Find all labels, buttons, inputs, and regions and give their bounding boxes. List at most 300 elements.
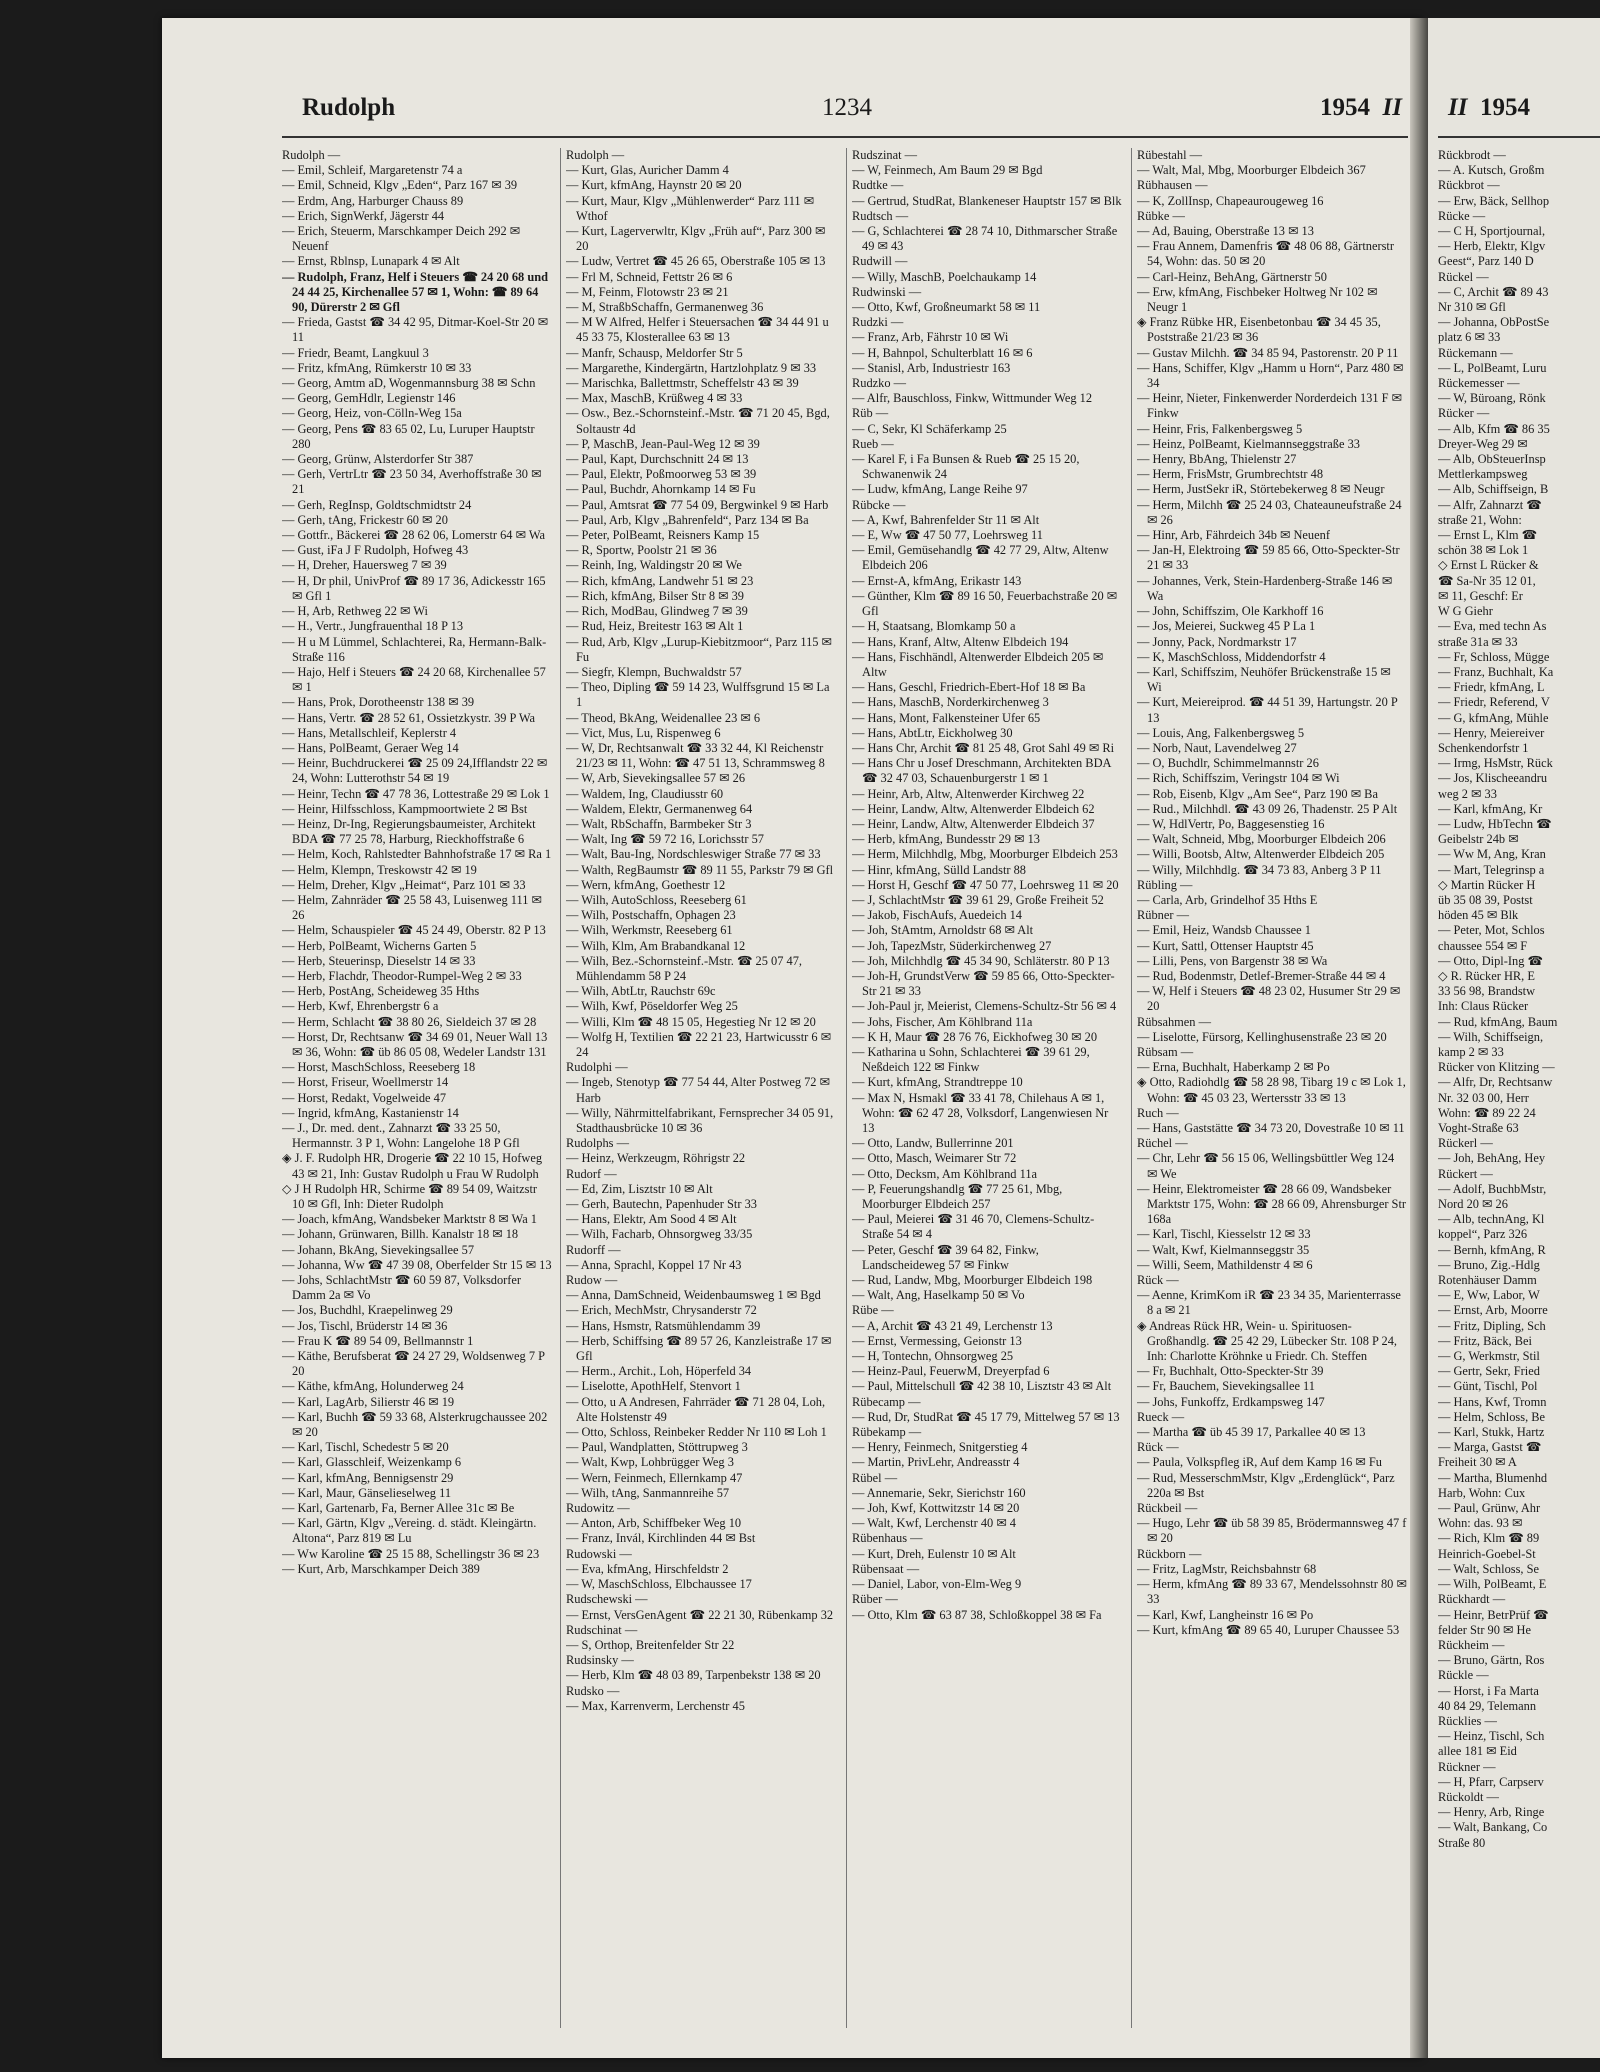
directory-entry: — Paul, Buchdr, Ahornkamp 14 ✉ Fu <box>566 482 756 497</box>
directory-entry: — Reinh, Ing, Waldingstr 20 ✉ We <box>566 558 742 573</box>
directory-entry: — Mart, Telegrinsp a <box>1438 862 1545 877</box>
directory-entry: — Walt, Bau-Ing, Nordschleswiger Straße 77 ✉ 33 <box>566 847 821 862</box>
directory-entry: — Kurt, Lagerverwltr, Klgv „Früh auf“, Parz 300 ✉ 20 <box>566 224 826 254</box>
directory-entry: — Joh, Milchhdlg ☎ 45 34 90, Schläterstr. 80 P 13 <box>852 953 1110 968</box>
directory-entry: — R, Sportw, Poolstr 21 ✉ 36 <box>566 543 717 558</box>
directory-entry: — Hans Chr, Archit ☎ 81 25 48, Grot Sahl 49 ✉ Ri <box>852 740 1115 755</box>
directory-entry: — H, Staatsang, Blomkamp 50 a <box>852 619 1016 634</box>
next-page-column <box>1438 148 1600 2028</box>
directory-entry: — Gerh, tAng, Frickestr 60 ✉ 20 <box>282 512 448 527</box>
directory-entry: — Hans, Schiffer, Klgv „Hamm u Horn“, Parz 480 ✉ 34 <box>1137 360 1404 391</box>
directory-entry: — H, Arb, Rethweg 22 ✉ Wi <box>282 604 428 619</box>
directory-entry: — Ludw, HbTechn ☎ <box>1438 816 1552 831</box>
directory-entry: — Willy, Nährmittelfabrikant, Fernsprecher 34 05 91, Stadthausbrücke 10 ✉ 36 <box>566 1105 834 1135</box>
directory-entry: — Kurt, kfmAng, Strandtreppe 10 <box>852 1075 1023 1090</box>
directory-entry: — H, Dreher, Hauersweg 7 ✉ 39 <box>282 558 447 573</box>
directory-entry: — C, Sekr, Kl Schäferkamp 25 <box>852 421 1007 436</box>
directory-entry: — Fritz, LagMstr, Reichsbahnstr 68 <box>1137 1561 1317 1576</box>
directory-entry: — Rich, kfmAng, Bilser Str 8 ✉ 39 <box>566 588 744 603</box>
surname-heading: Rücker — <box>1438 406 1490 421</box>
directory-entry: 33 56 98, Brandstw <box>1438 984 1536 999</box>
directory-entry: — Erdm, Ang, Harburger Chauss 89 <box>282 193 464 208</box>
directory-entry: — Heinr, Hilfsschloss, Kampmoortwiete 2 ✉ Bst <box>282 801 528 816</box>
surname-heading: Rübner — <box>1137 908 1189 923</box>
directory-entry: — Frl M, Schneid, Fettstr 26 ✉ 6 <box>566 269 733 284</box>
directory-entry: — Hinr, kfmAng, Sülld Landstr 88 <box>852 862 1026 877</box>
directory-entry: — Wilh, Kwf, Pöseldorfer Weg 25 <box>566 999 738 1014</box>
directory-page-left <box>162 18 1422 2058</box>
directory-entry: — Wolfg H, Textilien ☎ 22 21 23, Hartwicusstr 6 ✉ 24 <box>566 1029 832 1059</box>
directory-entry: — Hugo, Lehr ☎ üb 58 39 85, Brödermannsweg 47 f ✉ 20 <box>1137 1516 1407 1546</box>
directory-entry: — Ernst, Vermessing, Geionstr 13 <box>852 1333 1022 1348</box>
surname-heading: Rücke — <box>1438 208 1486 223</box>
directory-entry: — Kurt, kfmAng, Haynstr 20 ✉ 20 <box>566 178 742 193</box>
directory-entry: — Rud, Bodenmstr, Detlef-Bremer-Straße 44 ✉ 4 <box>1137 968 1386 983</box>
directory-entry: — Paul, Meierei ☎ 31 46 70, Clemens-Schultz-Straße 54 ✉ 4 <box>852 1212 1095 1242</box>
directory-entry: — Helm, Klempn, Treskowstr 42 ✉ 19 <box>282 862 477 877</box>
directory-entry: — Wilh, Klm, Am Brabandkanal 12 <box>566 938 746 953</box>
directory-entry: — Erna, Buchhalt, Haberkamp 2 ✉ Po <box>1137 1060 1330 1075</box>
directory-entry: — Willy, Milchhdlg. ☎ 34 73 83, Anberg 3 P 11 <box>1137 862 1382 877</box>
directory-entry: — H u M Lümmel, Schlachterei, Ra, Hermann-Balk-Straße 116 <box>282 634 547 664</box>
directory-entry: — Karl, Maur, Gänselieselweg 11 <box>282 1485 452 1500</box>
directory-entry: — P, MaschB, Jean-Paul-Weg 12 ✉ 39 <box>566 436 760 451</box>
directory-entry: — Herb, Flachdr, Theodor-Rumpel-Weg 2 ✉ 33 <box>282 968 522 983</box>
directory-entry: — Rud, MesserschmMstr, Klgv „Erdenglück“, Parz 220a ✉ Bst <box>1137 1470 1395 1500</box>
directory-entry: — Henry, Arb, Ringe <box>1438 1805 1545 1820</box>
surname-heading: Rudolph — <box>566 148 625 162</box>
directory-entry: — Wern, kfmAng, Goethestr 12 <box>566 877 726 892</box>
directory-entry: — Jakob, FischAufs, Auedeich 14 <box>852 908 1023 923</box>
directory-entry: — Kurt, Arb, Marschkamper Deich 389 <box>282 1561 480 1576</box>
directory-entry: — Rud, Heiz, Breitestr 163 ✉ Alt 1 <box>566 619 744 634</box>
directory-entry: — Rich, ModBau, Glindweg 7 ✉ 39 <box>566 604 748 619</box>
directory-entry: — Herb, Klm ☎ 48 03 89, Tarpenbekstr 138 ✉ 20 <box>566 1668 821 1683</box>
directory-entry: — Ernst, Rblnsp, Lunapark 4 ✉ Alt <box>282 254 460 269</box>
directory-page-right <box>1428 18 1600 2058</box>
directory-entry: kamp 2 ✉ 33 <box>1438 1044 1504 1059</box>
surname-heading: Rübe — <box>852 1303 894 1318</box>
directory-entry: — Herb, PolBeamt, Wicherns Garten 5 <box>282 938 477 953</box>
directory-entry: Straße 80 <box>1438 1835 1486 1850</box>
page-number: 1234 <box>822 94 872 121</box>
surname-heading: Rudorff — <box>566 1242 621 1257</box>
directory-entry: — Paula, Volkspfleg iR, Auf dem Kamp 16 ✉ Fu <box>1137 1455 1382 1470</box>
directory-entry: — Martha, Blumenhd <box>1438 1470 1548 1485</box>
surname-heading: Rücklies — <box>1438 1713 1497 1728</box>
directory-entry: — P, Feuerungshandlg ☎ 77 25 61, Mbg, Moorburger Elbdeich 257 <box>852 1181 1063 1212</box>
directory-entry: — Norb, Naut, Lavendelweg 27 <box>1137 740 1297 755</box>
directory-entry: — Johanna, ObPostSe <box>1438 315 1550 330</box>
directory-entry: — Joh, TapezMstr, Süderkirchenweg 27 <box>852 938 1052 953</box>
directory-entry: — Karl, Glasschleif, Weizenkamp 6 <box>282 1455 462 1470</box>
directory-entry: — Joh-Paul jr, Meierist, Clemens-Schultz-Str 56 ✉ 4 <box>852 999 1117 1014</box>
directory-entry: — Frieda, Gastst ☎ 34 42 95, Ditmar-Koel-Str 20 ✉ 11 <box>282 315 549 345</box>
directory-entry: — Wilh, Schiffseign, <box>1438 1029 1544 1044</box>
directory-entry: — Georg, Pens ☎ 83 65 02, Lu, Luruper Hauptstr 280 <box>282 421 535 451</box>
surname-heading: Rüb — <box>852 406 889 421</box>
directory-entry: — Jan-H, Elektroing ☎ 59 85 66, Otto-Speckter-Str 21 ✉ 33 <box>1137 543 1400 573</box>
directory-entry: — Gust, iFa J F Rudolph, Hofweg 43 <box>282 543 469 558</box>
directory-entry: — Walt, Ing ☎ 59 72 16, Lorichsstr 57 <box>566 832 764 847</box>
directory-entry: — W, HdlVertr, Po, Baggesenstieg 16 <box>1137 816 1325 831</box>
page-header <box>162 88 1422 128</box>
directory-entry: — Ed, Zim, Lisztstr 10 ✉ Alt <box>566 1181 713 1196</box>
directory-entry: — Heinz, Dr-Ing, Regierungsbaumeister, Architekt BDA ☎ 77 25 78, Harburg, Rieckhoffstraße 6 <box>282 816 536 847</box>
directory-entry: — Katharina u Sohn, Schlachterei ☎ 39 61 29, Neßdeich 122 ✉ Finkw <box>852 1044 1090 1075</box>
directory-entry: — Hans, Kranf, Altw, Altenw Elbdeich 194 <box>852 634 1069 649</box>
directory-entry: — Helm, Schloss, Be <box>1438 1409 1546 1424</box>
directory-entry: — Emil, Gemüsehandlg ☎ 42 77 29, Altw, Altenw Elbdeich 206 <box>852 543 1109 573</box>
directory-entry: — Irmg, HsMstr, Rück <box>1438 756 1553 771</box>
directory-entry: — Johann, Grünwaren, Billh. Kanalstr 18 ✉ 18 <box>282 1227 519 1242</box>
directory-entry: — Johs, SchlachtMstr ☎ 60 59 87, Volksdorfer Damm 2a ✉ Vo <box>282 1273 522 1303</box>
directory-entry: — Wilh, Facharb, Ohnsorgweg 33/35 <box>566 1227 753 1242</box>
directory-entry: — H, Pfarr, Carpserv <box>1438 1774 1544 1789</box>
surname-heading: Rückbeil — <box>1137 1501 1198 1516</box>
directory-entry: — Karl, Kwf, Langheinstr 16 ✉ Po <box>1137 1607 1314 1622</box>
column-2 <box>566 148 836 2028</box>
directory-entry: — Theo, Dipling ☎ 59 14 23, Wulffsgrund 15 ✉ La 1 <box>566 680 830 710</box>
directory-entry: — Herm, Milchhdlg, Mbg, Moorburger Elbdeich 253 <box>852 847 1118 862</box>
directory-entry: — Rich, kfmAng, Landwehr 51 ✉ 23 <box>566 573 754 588</box>
directory-entry: Nord 20 ✉ 26 <box>1438 1197 1508 1212</box>
surname-heading: Rübhausen — <box>1137 178 1208 193</box>
directory-entry: — Hans Chr u Josef Dreschmann, Architekten BDA ☎ 32 47 03, Schauenburgerstr 1 ✉ 1 <box>852 756 1111 786</box>
directory-entry: — Karl, kfmAng, Bennigsenstr 29 <box>282 1470 454 1485</box>
directory-entry: — Alfr, Dr, Rechtsanw <box>1438 1075 1553 1090</box>
directory-entry: — Fr, Schloss, Mügge <box>1438 649 1550 664</box>
directory-entry: — Heinr, Fris, Falkenbergsweg 5 <box>1137 421 1303 436</box>
directory-entry: — Franz, Arb, Fährstr 10 ✉ Wi <box>852 330 1009 345</box>
directory-entry: — Alfr, Zahnarzt ☎ <box>1438 497 1542 512</box>
directory-entry: straße 31a ✉ 33 <box>1438 634 1518 649</box>
directory-entry: — A. Kutsch, Großm <box>1438 163 1545 178</box>
directory-entry: — Gerh, RegInsp, Goldtschmidtstr 24 <box>282 497 472 512</box>
directory-entry: — Heinr, Techn ☎ 47 78 36, Lottestraße 29 ✉ Lok 1 <box>282 786 550 801</box>
surname-heading: Rückhardt — <box>1438 1592 1506 1607</box>
directory-entry: — Friedr, kfmAng, L <box>1438 680 1545 695</box>
directory-entry: — Kurt, Maur, Klgv „Mühlenwerder“ Parz 111 ✉ Wthof <box>566 193 815 223</box>
directory-entry: — W, Helf i Steuers ☎ 48 23 02, Husumer Str 29 ✉ 20 <box>1137 984 1401 1014</box>
directory-entry: — Herb, Kwf, Ehrenbergstr 6 a <box>282 999 439 1014</box>
directory-entry: — Käthe, Berufsberat ☎ 24 27 29, Woldsenweg 7 P 20 <box>282 1349 545 1379</box>
surname-heading: Rudschinat — <box>566 1622 638 1637</box>
directory-entry: — Georg, GemHdlr, Legienstr 146 <box>282 391 456 406</box>
directory-entry: — Anna, Sprachl, Koppel 17 Nr 43 <box>566 1257 742 1272</box>
directory-entry: — Paul, Mittelschull ☎ 42 38 10, Lisztstr 43 ✉ Alt <box>852 1379 1112 1394</box>
directory-entry: — Helm, Zahnräder ☎ 25 58 43, Luisenweg 111 ✉ 26 <box>282 892 542 923</box>
directory-entry: — Walt, Schneid, Mbg, Moorburger Elbdeich 206 <box>1137 832 1386 847</box>
directory-entry: — Hans, Kwf, Tromn <box>1438 1394 1547 1409</box>
directory-entry: chaussee 554 ✉ F <box>1438 938 1528 953</box>
directory-entry: — Peter, PolBeamt, Reisners Kamp 15 <box>566 528 760 543</box>
directory-entry: — Karl, kfmAng, Kr <box>1438 801 1543 816</box>
directory-entry: — Frau K ☎ 89 54 09, Bellmannstr 1 <box>282 1333 474 1348</box>
directory-entry: — Joh, Kwf, Kottwitzstr 14 ✉ 20 <box>852 1501 1020 1516</box>
header-year: 1954 II <box>1320 94 1402 121</box>
directory-entry: — Bernh, kfmAng, R <box>1438 1242 1546 1257</box>
directory-entry: — Rud, Landw, Mbg, Moorburger Elbdeich 198 <box>852 1273 1093 1288</box>
directory-entry: — G, Werkmstr, Stil <box>1438 1349 1540 1364</box>
directory-entry: — Carl-Heinz, BehAng, Gärtnerstr 50 <box>1137 269 1327 284</box>
directory-entry: — Johann, BkAng, Sievekingsallee 57 <box>282 1242 475 1257</box>
directory-entry: — Fritz, Bäck, Bei <box>1438 1333 1532 1348</box>
directory-entry: — Horst, Redakt, Vogelweide 47 <box>282 1090 447 1105</box>
directory-entry: Schenkendorfstr 1 <box>1438 740 1529 755</box>
directory-entry: Geest“, Parz 140 D <box>1438 254 1534 269</box>
directory-entry: — Erw, Bäck, Sellhop <box>1438 193 1550 208</box>
header-name: Rudolph <box>302 94 396 121</box>
directory-entry: — Alb, technAng, Kl <box>1438 1212 1545 1227</box>
directory-entry: — Georg, Amtm aD, Wogenmannsburg 38 ✉ Schn <box>282 376 536 391</box>
directory-entry: — Hans, Gaststätte ☎ 34 73 20, Dovestraße 10 ✉ 11 <box>1137 1121 1405 1135</box>
directory-entry: — Max N, Hsmakl ☎ 33 41 78, Chilehaus A ✉ 1, Wohn: ☎ 62 47 28, Volksdorf, Langenwiesen Nr 13 <box>852 1090 1109 1135</box>
directory-entry: — Karl, Tischl, Schedestr 5 ✉ 20 <box>282 1440 449 1455</box>
directory-entry: — Fr, Bauchem, Sievekingsallee 11 <box>1137 1379 1315 1394</box>
directory-entry: W G Giehr <box>1438 604 1493 619</box>
column-divider <box>846 148 847 2028</box>
directory-entry: — Herb, kfmAng, Bundesstr 29 ✉ 13 <box>852 832 1040 847</box>
surname-heading: Rudsko — <box>566 1683 620 1698</box>
directory-entry: — Ingeb, Stenotyp ☎ 77 54 44, Alter Postweg 72 ✉ Harb <box>566 1075 830 1105</box>
directory-entry: — Bruno, Zig.-Hdlg <box>1438 1257 1540 1272</box>
directory-entry: — Erich, MechMstr, Chrysanderstr 72 <box>566 1303 757 1318</box>
directory-entry: — O, Buchdlr, Schimmelmannstr 26 <box>1137 756 1319 771</box>
directory-entry: weg 2 ✉ 33 <box>1438 786 1497 801</box>
directory-entry: — Karl, Gartenarb, Fa, Berner Allee 31c ✉ Be <box>282 1501 515 1516</box>
column-4 <box>1137 148 1407 2028</box>
directory-entry: — Herb, PostAng, Scheideweg 35 Hths <box>282 984 480 999</box>
directory-entry: — Walt, Kwf, Lerchenstr 40 ✉ 4 <box>852 1516 1016 1531</box>
surname-heading: Rübsam — <box>1137 1044 1194 1059</box>
surname-heading: Rudolphi — <box>566 1060 628 1075</box>
directory-entry: — A, Archit ☎ 43 21 49, Lerchenstr 13 <box>852 1318 1053 1333</box>
surname-heading: Rübsahmen — <box>1137 1014 1211 1029</box>
directory-entry: — Max, Karrenverm, Lerchenstr 45 <box>566 1698 745 1713</box>
directory-entry: — Eva, kfmAng, Hirschfeldstr 2 <box>566 1561 729 1576</box>
directory-entry: — Willi, Seem, Mathildenstr 4 ✉ 6 <box>1137 1257 1313 1272</box>
directory-entry: ◈ Andreas Rück HR, Wein- u. Spirituosen-Großhandlg. ☎ 25 42 29, Lübecker Str. 108 P 24, Inh: Charlotte Kröhnke u Friedr. Ch. Steffen <box>1137 1318 1398 1364</box>
directory-entry: — Martha ☎ üb 45 39 17, Parkallee 40 ✉ 13 <box>1137 1425 1366 1440</box>
directory-entry: — Gertrud, StudRat, Blankeneser Hauptstr 157 ✉ Blk <box>852 193 1122 208</box>
directory-entry: — Jonny, Pack, Nordmarkstr 17 <box>1137 634 1297 649</box>
directory-entry: — M, StraßbSchaffn, Germanenweg 36 <box>566 300 764 315</box>
directory-entry: — Jos, Klischeeandru <box>1438 771 1548 786</box>
directory-entry: — Kurt, Meiereiprod. ☎ 44 51 39, Hartungstr. 20 P 13 <box>1137 695 1398 725</box>
directory-entry: — Eva, med techn As <box>1438 619 1547 634</box>
surname-heading: Rudow — <box>566 1273 618 1288</box>
directory-entry: — Erich, SignWerkf, Jägerstr 44 <box>282 208 445 223</box>
directory-entry: — Karl, Schiffszim, Neuhöfer Brückenstraße 15 ✉ Wi <box>1137 664 1391 695</box>
directory-entry: — Gerh, Bautechn, Papenhuder Str 33 <box>566 1197 757 1212</box>
directory-entry: — Hans, Geschl, Friedrich-Ebert-Hof 18 ✉ Ba <box>852 680 1086 695</box>
directory-entry: — Joh, StAmtm, Arnoldstr 68 ✉ Alt <box>852 923 1034 938</box>
directory-entry: ◇ Ernst L Rücker & <box>1438 558 1539 573</box>
directory-entry: — C H, Sportjournal, <box>1438 224 1546 239</box>
surname-heading: Rüber — <box>852 1592 898 1607</box>
directory-entry: ◈ Otto, Radiohdlg ☎ 58 28 98, Tibarg 19 c ✉ Lok 1, Wohn: ☎ 45 03 23, Wertersstr 33 ✉ 13 <box>1137 1075 1406 1105</box>
directory-entry: — Paul, Amtsrat ☎ 77 54 09, Bergwinkel 9 ✉ Harb <box>566 497 829 512</box>
directory-entry: — Rud, Dr, StudRat ☎ 45 17 79, Mittelweg 57 ✉ 13 <box>852 1409 1120 1424</box>
directory-entry: — Helm, Dreher, Klgv „Heimat“, Parz 101 ✉ 33 <box>282 877 526 892</box>
surname-heading: Rudolph — <box>282 148 341 162</box>
directory-entry: — Carla, Arb, Grindelhof 35 Hths E <box>1137 892 1318 907</box>
surname-heading: Rudorf — <box>566 1166 617 1181</box>
column-divider <box>560 148 561 2028</box>
directory-entry: — Louis, Ang, Falkenbergsweg 5 <box>1137 725 1305 740</box>
surname-heading: Rudowitz — <box>566 1501 630 1516</box>
directory-entry: — Heinr, Landw, Altw, Altenwerder Elbdeich 37 <box>852 816 1095 831</box>
directory-entry: — L, PolBeamt, Luru <box>1438 360 1547 375</box>
directory-entry: Rotenhäuser Damm <box>1438 1273 1537 1288</box>
directory-entry: — Wilh, Werkmstr, Reeseberg 61 <box>566 923 733 938</box>
directory-entry: Heinrich-Goebel-St <box>1438 1546 1536 1561</box>
directory-entry: Wohn: das. 93 ✉ <box>1438 1516 1523 1531</box>
directory-entry: — Kurt, Sattl, Ottenser Hauptstr 45 <box>1137 938 1314 953</box>
surname-heading: Rudowski — <box>566 1546 632 1561</box>
surname-heading: Rückerl — <box>1438 1136 1493 1151</box>
surname-heading: Rückner — <box>1438 1759 1496 1774</box>
directory-entry: — Gustav Milchh. ☎ 34 85 94, Pastorenstr. 20 P 11 <box>1137 345 1399 360</box>
directory-entry: — Frau Annem, Damenfris ☎ 48 06 88, Gärtnerstr 54, Wohn: das. 50 ✉ 20 <box>1137 239 1395 269</box>
directory-entry: — Heinr, Buchdruckerei ☎ 25 09 24,Ifflandstr 22 ✉ 24, Wohn: Lutterothstr 54 ✉ 19 <box>282 756 548 786</box>
directory-entry: — Hans, Prok, Dorotheenstr 138 ✉ 39 <box>282 695 475 710</box>
directory-entry: — Heinr, Elektromeister ☎ 28 66 09, Wandsbeker Marktstr 175, Wohn: ☎ 28 66 09, Ahrensburger Str 168a <box>1137 1181 1407 1227</box>
directory-entry: — Lilli, Pens, von Bargenstr 38 ✉ Wa <box>1137 953 1328 968</box>
directory-entry: — Marischka, Ballettmstr, Scheffelstr 43 ✉ 39 <box>566 376 799 391</box>
directory-entry: — Alb, Kfm ☎ 86 35 <box>1438 421 1550 436</box>
directory-entry: — Fritz, kfmAng, Rümkerstr 10 ✉ 33 <box>282 360 472 375</box>
directory-entry: straße 21, Wohn: <box>1438 512 1522 527</box>
directory-entry: — Willi, Klm ☎ 48 15 05, Hegestieg Nr 12 ✉ 20 <box>566 1014 816 1029</box>
directory-entry: — Ernst L, Klm ☎ <box>1438 528 1538 543</box>
surname-heading: Rudolphs — <box>566 1136 629 1151</box>
directory-entry: — Herm, FrisMstr, Grumbrechtstr 48 <box>1137 467 1324 482</box>
directory-entry: — Joh, BehAng, Hey <box>1438 1151 1546 1166</box>
directory-entry: — Heinr, Arb, Altw, Altenwerder Kirchweg 22 <box>852 786 1085 801</box>
directory-entry: — Helm, Schauspieler ☎ 45 24 49, Oberstr. 82 P 13 <box>282 923 546 938</box>
directory-entry: — Fritz, Dipling, Sch <box>1438 1318 1546 1333</box>
directory-entry: — Manfr, Schausp, Meldorfer Str 5 <box>566 345 743 360</box>
directory-entry: — John, Schiffszim, Ole Karkhoff 16 <box>1137 604 1324 619</box>
directory-entry: — Wilh, Postschaffn, Ophagen 23 <box>566 908 736 923</box>
directory-entry: — Annemarie, Sekr, Sierichstr 160 <box>852 1485 1026 1500</box>
directory-entry: 40 84 29, Telemann <box>1438 1698 1537 1713</box>
directory-entry: — Johanna, Ww ☎ 47 39 08, Oberfelder Str 15 ✉ 13 <box>282 1257 552 1272</box>
directory-entry: — H., Vertr., Jungfrauenthal 18 P 13 <box>282 619 464 634</box>
directory-entry: — Theod, BkAng, Weidenallee 23 ✉ 6 <box>566 710 761 725</box>
directory-entry: — Otto, Schloss, Reinbeker Redder Nr 110 ✉ Loh 1 <box>566 1425 827 1440</box>
directory-entry: — Walt, Kwp, Lohbrügger Weg 3 <box>566 1455 734 1470</box>
directory-entry: — Alb, Schiffseign, B <box>1438 482 1549 497</box>
directory-entry: — Vict, Mus, Lu, Rispenweg 6 <box>566 725 721 740</box>
header-rule <box>282 136 1408 138</box>
directory-entry: — Karl, Stukk, Hartz <box>1438 1425 1545 1440</box>
directory-entry: — Günt, Tischl, Pol <box>1438 1379 1538 1394</box>
directory-entry: — Max, MaschB, Krüßweg 4 ✉ 33 <box>566 391 743 406</box>
directory-entry: — Hans, Mont, Falkensteiner Ufer 65 <box>852 710 1041 725</box>
directory-entry: — Herb, Steuerinsp, Dieselstr 14 ✉ 33 <box>282 953 476 968</box>
directory-entry: — Johs, Funkoffz, Erdkampsweg 147 <box>1137 1394 1325 1409</box>
directory-entry: — K, ZollInsp, Chapeaurougeweg 16 <box>1137 193 1324 208</box>
directory-entry: — Ernst, VersGenAgent ☎ 22 21 30, Rübenkamp 32 <box>566 1607 834 1622</box>
directory-entry: — Käthe, kfmAng, Holunderweg 24 <box>282 1379 464 1394</box>
surname-heading: Rübling — <box>1137 877 1193 892</box>
directory-entry: — Emil, Schneid, Klgv „Eden“, Parz 167 ✉ 39 <box>282 178 518 193</box>
directory-entry: — H, Bahnpol, Schulterblatt 16 ✉ 6 <box>852 345 1033 360</box>
directory-entry: — Gerh, VertrLtr ☎ 23 50 34, Averhoffstraße 30 ✉ 21 <box>282 467 542 497</box>
directory-entry: — Herm., Archit., Loh, Höperfeld 34 <box>566 1364 752 1379</box>
directory-entry: schön 38 ✉ Lok 1 <box>1438 543 1529 558</box>
directory-entry: — Margarethe, Kindergärtn, Hartzlohplatz 9 ✉ 33 <box>566 360 817 375</box>
directory-entry: — Ernst, Arb, Moorre <box>1438 1303 1548 1318</box>
directory-entry: — Walt, Ang, Haselkamp 50 ✉ Vo <box>852 1288 1025 1303</box>
directory-entry: — H, Dr phil, UnivProf ☎ 89 17 36, Adickesstr 165 ✉ Gfl 1 <box>282 573 546 603</box>
surname-heading: Rudsinsky — <box>566 1653 634 1668</box>
directory-entry: — Emil, Heiz, Wandsb Chaussee 1 <box>1137 923 1311 938</box>
directory-entry: — Hans, PolBeamt, Geraer Weg 14 <box>282 740 459 755</box>
surname-heading: Rückoldt — <box>1438 1789 1499 1804</box>
surname-heading: Rübestahl — <box>1137 148 1203 162</box>
surname-heading: Rudschewski — <box>566 1592 648 1607</box>
directory-entry: — Ww Karoline ☎ 25 15 88, Schellingstr 36 ✉ 23 <box>282 1546 540 1561</box>
directory-entry: — Hajo, Helf i Steuers ☎ 24 20 68, Kirchenallee 57 ✉ 1 <box>282 664 546 695</box>
directory-entry: — W, Arb, Sievekingsallee 57 ✉ 26 <box>566 771 746 786</box>
surname-heading: Rudzki — <box>852 315 904 330</box>
surname-heading: Rückbrodt — <box>1438 148 1506 162</box>
directory-entry: Nr. 32 03 00, Herr <box>1438 1090 1529 1105</box>
directory-entry: — W, Feinmech, Am Baum 29 ✉ Bgd <box>852 163 1043 178</box>
directory-entry: Wohn: ☎ 89 22 24 <box>1438 1105 1536 1120</box>
directory-entry: platz 6 ✉ 33 <box>1438 330 1501 345</box>
directory-entry: allee 181 ✉ Eid <box>1438 1744 1517 1759</box>
directory-entry: — Walth, RegBaumstr ☎ 89 11 55, Parkstr 79 ✉ Gfl <box>566 862 834 877</box>
directory-entry: — Hans, Elektr, Am Sood 4 ✉ Alt <box>566 1212 737 1227</box>
surname-heading: Rudwill — <box>852 254 908 269</box>
directory-entry: — Heinz, PolBeamt, Kielmannseggstraße 33 <box>1137 436 1360 451</box>
surname-heading: Rückle — <box>1438 1668 1489 1683</box>
directory-entry: — Paul, Grünw, Ahr <box>1438 1501 1541 1516</box>
surname-heading: Rückemesser — <box>1438 376 1520 391</box>
directory-entry: — Adolf, BuchbMstr, <box>1438 1181 1547 1196</box>
directory-entry: — Paul, Kapt, Durchschnitt 24 ✉ 13 <box>566 452 749 467</box>
surname-heading: Rückert — <box>1438 1166 1493 1181</box>
directory-entry: — Osw., Bez.-Schornsteinf.-Mstr. ☎ 71 20 45, Bgd, Soltaustr 4d <box>566 406 830 436</box>
directory-entry: — Willi, Bootsb, Altw, Altenwerder Elbdeich 205 <box>1137 847 1385 862</box>
header-rule <box>1438 136 1600 138</box>
directory-entry: — Wilh, AutoSchloss, Reeseberg 61 <box>566 892 747 907</box>
directory-entry: — Horst, Dr, Rechtsanw ☎ 34 69 01, Neuer Wall 13 ✉ 36, Wohn: ☎ üb 86 05 08, Wedeler Landstr 131 <box>282 1029 548 1059</box>
directory-entry: — Friedr, Beamt, Langkuul 3 <box>282 345 429 360</box>
directory-entry: Voght-Straße 63 <box>1438 1121 1519 1135</box>
directory-entry: — Herb, Elektr, Klgv <box>1438 239 1546 254</box>
directory-entry: — Walt, Kwf, Kielmannseggstr 35 <box>1137 1242 1310 1257</box>
directory-entry: — Alfr, Bauschloss, Finkw, Wittmunder Weg 12 <box>852 391 1093 406</box>
directory-entry: — Rud., Milchhdl. ☎ 43 09 26, Thadenstr. 25 P Alt <box>1137 801 1398 816</box>
directory-entry: — W, MaschSchloss, Elbchaussee 17 <box>566 1577 752 1592</box>
directory-entry: — Hans, MaschB, Norderkirchenweg 3 <box>852 695 1049 710</box>
directory-entry: — Horst H, Geschf ☎ 47 50 77, Loehrsweg 11 ✉ 20 <box>852 877 1119 892</box>
directory-entry: — Gottfr., Bäckerei ☎ 28 62 06, Lomerstr 64 ✉ Wa <box>282 528 546 543</box>
directory-entry: — Otto, u A Andresen, Fahrräder ☎ 71 28 04, Loh, Alte Holstenstr 49 <box>566 1394 826 1424</box>
directory-entry: — J., Dr. med. dent., Zahnarzt ☎ 33 25 50, Hermannstr. 3 P 1, Wohn: Langelohe 18 P Gfl <box>282 1121 520 1151</box>
directory-entry: — Waldem, Elektr, Germanenweg 64 <box>566 801 753 816</box>
directory-entry: — Liselotte, ApothHelf, Stenvort 1 <box>566 1379 741 1394</box>
directory-entry: felder Str 90 ✉ He <box>1438 1622 1531 1637</box>
directory-entry: — Anton, Arb, Schiffbeker Weg 10 <box>566 1516 742 1531</box>
directory-entry: koppel“, Parz 326 <box>1438 1227 1528 1242</box>
